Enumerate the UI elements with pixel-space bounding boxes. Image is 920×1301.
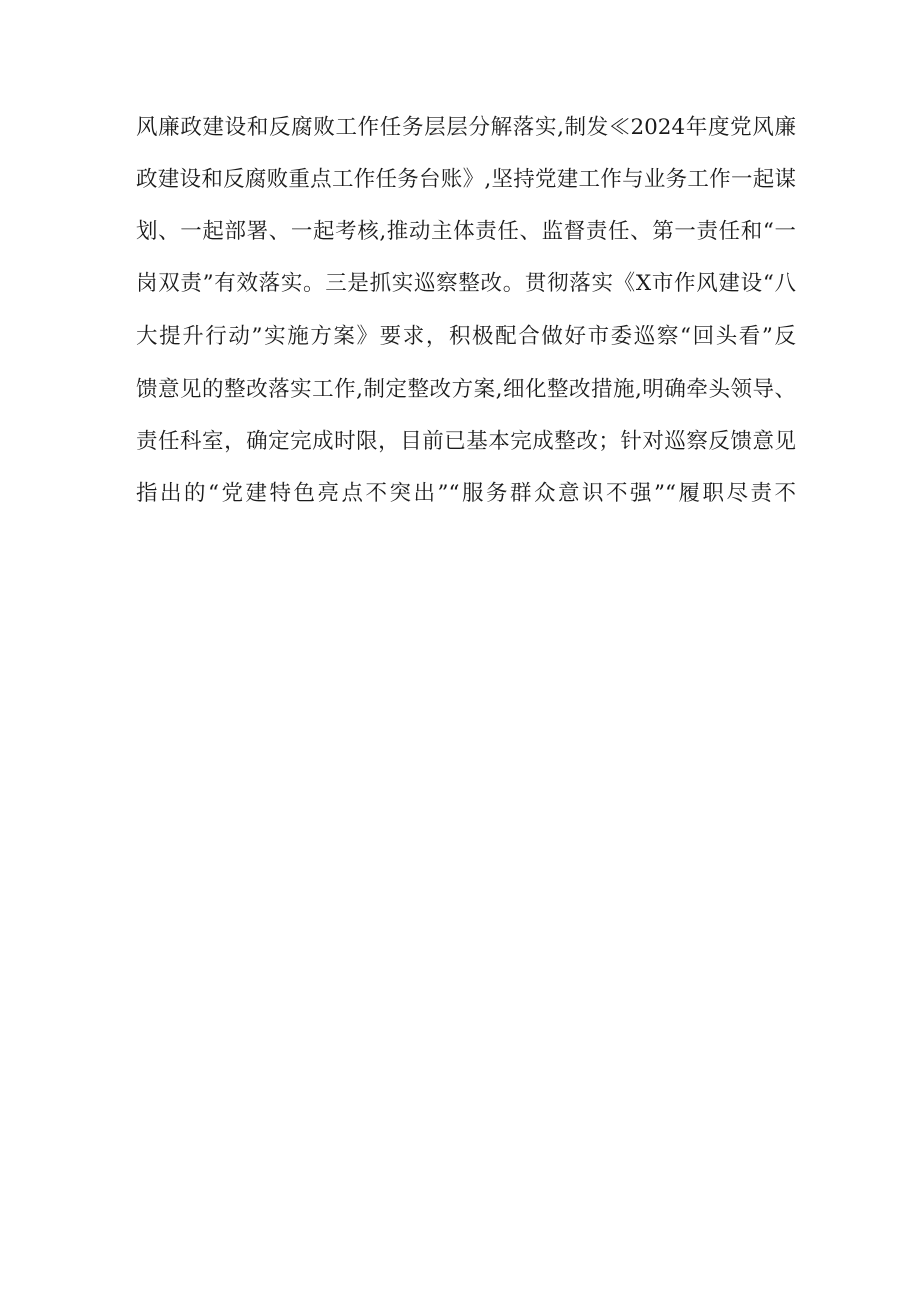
paragraph-line: 大提升行动”实施方案》要求，积极配合做好市委巡察“回头看”反: [136, 324, 796, 349]
paragraph-line: 责任科室，确定完成时限，目前已基本完成整改；针对巡察反馈意见: [136, 429, 796, 454]
paragraph-line: 馈意见的整改落实工作,制定整改方案,细化整改措施,明确牵头领导、: [136, 377, 796, 402]
paragraph-line: 政建设和反腐败重点工作任务台账》,坚持党建工作与业务工作一起谋: [136, 167, 796, 192]
paragraph-line: 风廉政建设和反腐败工作任务层层分解落实,制发≪2024年度党风廉: [136, 115, 796, 140]
paragraph-line: 岗双责”有效落实。三是抓实巡察整改。贯彻落实《X市作风建设“八: [136, 271, 796, 296]
paragraph-line: 指出的“党建特色亮点不突出”“服务群众意识不强”“履职尽责不: [136, 481, 796, 506]
paragraph-line: 划、一起部署、一起考核,推动主体责任、监督责任、第一责任和“一: [136, 219, 796, 244]
